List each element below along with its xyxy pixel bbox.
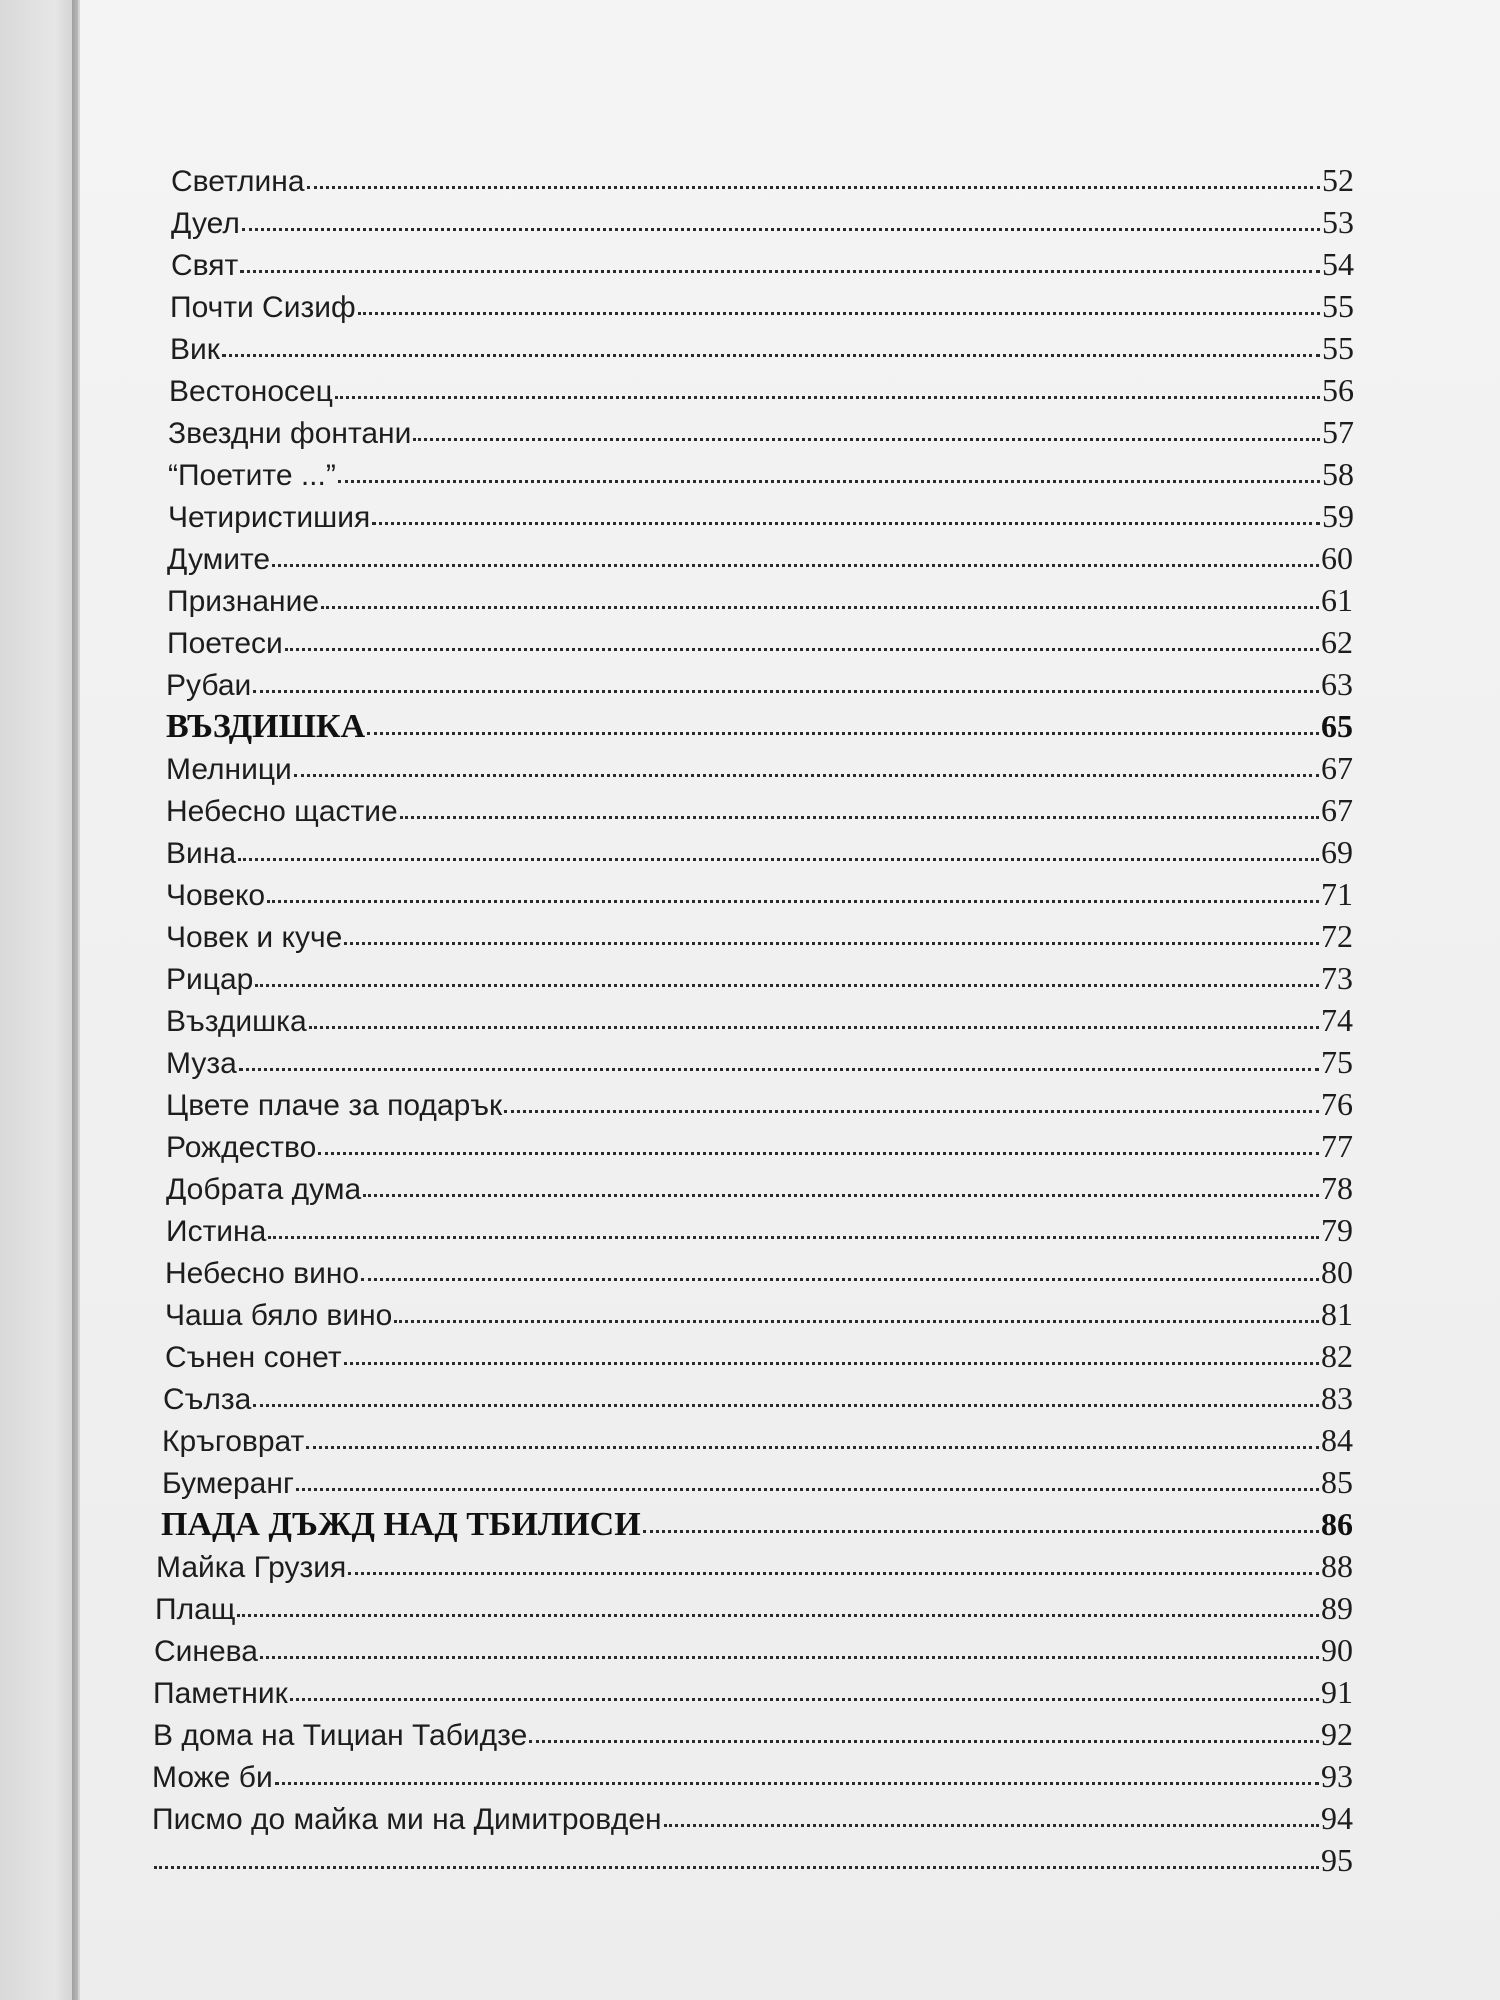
toc-entry bbox=[163, 1378, 1353, 1418]
dot-leader bbox=[363, 1188, 1319, 1197]
toc-entry-title: Вик bbox=[170, 333, 220, 366]
toc-entry bbox=[162, 1462, 1353, 1502]
toc-entry-page: 67 bbox=[1321, 750, 1353, 786]
toc-entry-page: 65 bbox=[1321, 708, 1353, 744]
toc-entry-title: Мелници bbox=[166, 753, 292, 786]
dot-leader bbox=[275, 1776, 1319, 1785]
toc-entry-page: 75 bbox=[1321, 1044, 1353, 1080]
toc-entry-page: 67 bbox=[1321, 792, 1353, 828]
toc-entry-title: Сълза bbox=[163, 1383, 252, 1416]
toc-entry bbox=[168, 412, 1354, 452]
toc-entry-page: 86 bbox=[1321, 1506, 1353, 1542]
dot-leader bbox=[372, 516, 1320, 525]
dot-leader bbox=[309, 1020, 1319, 1029]
toc-entry-page: 57 bbox=[1322, 414, 1354, 450]
toc-entry-page: 73 bbox=[1321, 960, 1353, 996]
toc-entry-page: 95 bbox=[1321, 1842, 1353, 1878]
toc-entry bbox=[165, 1294, 1353, 1334]
toc-entry bbox=[165, 1252, 1353, 1292]
toc-section-title: ПАДА ДЪЖД НАД ТБИЛИСИ bbox=[161, 1506, 641, 1543]
toc-entry-page: 78 bbox=[1321, 1170, 1353, 1206]
toc-entry-title: Синева bbox=[154, 1635, 258, 1668]
toc-entry bbox=[167, 538, 1353, 578]
toc-entry-page: 84 bbox=[1321, 1422, 1353, 1458]
toc-entry bbox=[166, 748, 1353, 788]
toc-entry bbox=[171, 244, 1354, 284]
toc-entry-title: Четиристишия bbox=[168, 501, 371, 534]
toc-entry bbox=[166, 664, 1353, 704]
dot-leader bbox=[321, 600, 1319, 609]
dot-leader bbox=[400, 810, 1319, 819]
toc-section-title: ВЪЗДИШКА bbox=[166, 708, 366, 745]
dot-leader bbox=[272, 558, 1319, 567]
dot-leader bbox=[238, 852, 1319, 861]
toc-entry-page: 83 bbox=[1321, 1380, 1353, 1416]
toc-entry-title: Въздишка bbox=[166, 1005, 307, 1038]
dot-leader bbox=[239, 1062, 1319, 1071]
toc-entry-title: Признание bbox=[167, 585, 320, 618]
toc-entry-page: 63 bbox=[1321, 666, 1353, 702]
toc-entry bbox=[166, 1042, 1353, 1082]
dot-leader bbox=[154, 1860, 1319, 1869]
dot-leader bbox=[240, 264, 1320, 273]
dot-leader bbox=[358, 306, 1320, 315]
toc-entry-title: Човеко bbox=[166, 879, 266, 912]
toc-entry-title: В дома на Тициан Табидзе bbox=[153, 1719, 528, 1752]
toc-entry bbox=[166, 790, 1353, 830]
toc-entry-page: 79 bbox=[1321, 1212, 1353, 1248]
toc-entry-title: Сънен сонет bbox=[165, 1341, 342, 1374]
toc-entry-title: Бумеранг bbox=[162, 1467, 294, 1500]
toc-entry-title: Кръговрат bbox=[162, 1425, 305, 1458]
toc-entry-title: Думите bbox=[167, 543, 271, 576]
toc-entry-page: 82 bbox=[1321, 1338, 1353, 1374]
toc-entry bbox=[167, 580, 1353, 620]
toc-entry-page: 92 bbox=[1321, 1716, 1353, 1752]
toc-entry bbox=[168, 496, 1354, 536]
toc-entry-page: 89 bbox=[1321, 1590, 1353, 1626]
toc-entry-page: 72 bbox=[1321, 918, 1353, 954]
dot-leader bbox=[285, 642, 1319, 651]
dot-leader bbox=[268, 1230, 1319, 1239]
toc-entry-title: Добрата дума bbox=[166, 1173, 362, 1206]
toc-entry-page: 56 bbox=[1322, 372, 1354, 408]
toc-entry-title: Дуел bbox=[171, 207, 240, 240]
toc-entry bbox=[162, 1420, 1353, 1460]
toc-entry bbox=[167, 622, 1353, 662]
toc-entry bbox=[165, 1336, 1353, 1376]
dot-leader bbox=[306, 1440, 1319, 1449]
dot-leader bbox=[318, 1146, 1319, 1155]
dot-leader bbox=[344, 936, 1319, 945]
dot-leader bbox=[348, 1566, 1319, 1575]
toc-entry-page: 71 bbox=[1321, 876, 1353, 912]
dot-leader bbox=[335, 390, 1320, 399]
toc-entry-page: 77 bbox=[1321, 1128, 1353, 1164]
toc-entry-title: Паметник bbox=[153, 1677, 288, 1710]
dot-leader bbox=[664, 1818, 1319, 1827]
toc-entry-title: Писмо до майка ми на Димитровден bbox=[152, 1803, 662, 1836]
toc-entry bbox=[166, 958, 1353, 998]
dot-leader bbox=[344, 1356, 1319, 1365]
toc-entry bbox=[166, 1000, 1353, 1040]
toc-entry bbox=[156, 1546, 1353, 1586]
dot-leader bbox=[260, 1650, 1319, 1659]
dot-leader bbox=[294, 768, 1319, 777]
dot-leader bbox=[296, 1482, 1319, 1491]
toc-entry-title: Небесно щастие bbox=[166, 795, 398, 828]
toc-entry bbox=[166, 1084, 1353, 1124]
toc-entry-title: Небесно вино bbox=[165, 1257, 360, 1290]
dot-leader bbox=[237, 1608, 1319, 1617]
toc-entry bbox=[166, 1210, 1353, 1250]
toc-entry-page: 76 bbox=[1321, 1086, 1353, 1122]
dot-leader bbox=[253, 1398, 1319, 1407]
toc-entry bbox=[170, 328, 1354, 368]
toc-entry-page: 53 bbox=[1322, 204, 1354, 240]
toc-entry-page: 80 bbox=[1321, 1254, 1353, 1290]
toc-section-heading bbox=[161, 1504, 1353, 1544]
toc-entry bbox=[166, 874, 1353, 914]
toc-entry bbox=[166, 1126, 1353, 1166]
toc-entry-title: Свят bbox=[171, 249, 239, 282]
dot-leader bbox=[361, 1272, 1319, 1281]
toc-entry bbox=[166, 1168, 1353, 1208]
dot-leader bbox=[504, 1104, 1319, 1113]
dot-leader bbox=[307, 180, 1320, 189]
toc-entry bbox=[154, 1630, 1353, 1670]
dot-leader bbox=[413, 432, 1320, 441]
toc-entry-page: 69 bbox=[1321, 834, 1353, 870]
toc-entry bbox=[153, 1714, 1353, 1754]
toc-entry-page: 93 bbox=[1321, 1758, 1353, 1794]
dot-leader bbox=[255, 978, 1319, 987]
toc-entry-title: Вина bbox=[166, 837, 237, 870]
toc-entry-page: 60 bbox=[1321, 540, 1353, 576]
toc-entry bbox=[166, 916, 1353, 956]
dot-leader bbox=[242, 222, 1320, 231]
toc-entry-title: Рицар bbox=[166, 963, 254, 996]
toc-entry-title: Човек и куче bbox=[166, 921, 343, 954]
toc-entry-page: 52 bbox=[1322, 162, 1354, 198]
dot-leader bbox=[529, 1734, 1319, 1743]
toc-entry bbox=[169, 370, 1354, 410]
toc-entry-title: Може би bbox=[152, 1761, 273, 1794]
toc-entry bbox=[168, 454, 1354, 494]
toc-entry-title: Рубаи bbox=[166, 669, 252, 702]
dot-leader bbox=[394, 1314, 1319, 1323]
toc-entry bbox=[153, 1672, 1353, 1712]
dot-leader bbox=[253, 684, 1319, 693]
toc-entry-page: 74 bbox=[1321, 1002, 1353, 1038]
toc-entry bbox=[152, 1798, 1353, 1838]
toc-section-heading bbox=[166, 706, 1353, 746]
toc-entry-title: Муза bbox=[166, 1047, 237, 1080]
toc-entry-page: 90 bbox=[1321, 1632, 1353, 1668]
toc-entry-page: 54 bbox=[1322, 246, 1354, 282]
toc-entry-page: 58 bbox=[1322, 456, 1354, 492]
toc-entry-page: 88 bbox=[1321, 1548, 1353, 1584]
toc-entry-title: “Поетите ...” bbox=[168, 459, 336, 492]
toc-entry-title: Истина bbox=[166, 1215, 267, 1248]
toc-entry-title: Цвете плаче за подарък bbox=[166, 1089, 503, 1122]
toc-entry-title: Поетеси bbox=[167, 627, 283, 660]
dot-leader bbox=[338, 474, 1320, 483]
toc-entry-page: 91 bbox=[1321, 1674, 1353, 1710]
toc-entry-page: 55 bbox=[1322, 288, 1354, 324]
toc-entry-page: 61 bbox=[1321, 582, 1353, 618]
toc-entry bbox=[155, 1588, 1353, 1628]
toc-entry bbox=[166, 832, 1353, 872]
toc-entry-title: Вестоносец bbox=[169, 375, 333, 408]
toc-entry-title: Плащ bbox=[155, 1593, 236, 1626]
toc-entry-page: 59 bbox=[1322, 498, 1354, 534]
dot-leader bbox=[367, 726, 1319, 735]
toc-entry bbox=[171, 160, 1354, 200]
dot-leader bbox=[222, 348, 1320, 357]
toc-entry-title: Светлина bbox=[171, 165, 305, 198]
toc-entry-page: 62 bbox=[1321, 624, 1353, 660]
toc-entry-page: 94 bbox=[1321, 1800, 1353, 1836]
toc-entry bbox=[152, 1840, 1353, 1880]
toc-entry-title: Почти Сизиф bbox=[170, 291, 356, 324]
toc-entry bbox=[152, 1756, 1353, 1796]
toc-entry-title: Рождество bbox=[166, 1131, 317, 1164]
toc-entry bbox=[170, 286, 1354, 326]
toc-entry bbox=[171, 202, 1354, 242]
dot-leader bbox=[290, 1692, 1319, 1701]
toc-entry-title: Майка Грузия bbox=[156, 1551, 347, 1584]
dot-leader bbox=[267, 894, 1319, 903]
toc-entry-page: 85 bbox=[1321, 1464, 1353, 1500]
dot-leader bbox=[643, 1524, 1319, 1533]
toc-entry-page: 55 bbox=[1322, 330, 1354, 366]
toc-entry-page: 81 bbox=[1321, 1296, 1353, 1332]
toc-entry-title: Чаша бяло вино bbox=[165, 1299, 393, 1332]
toc-entry-title: Звездни фонтани bbox=[168, 417, 412, 450]
